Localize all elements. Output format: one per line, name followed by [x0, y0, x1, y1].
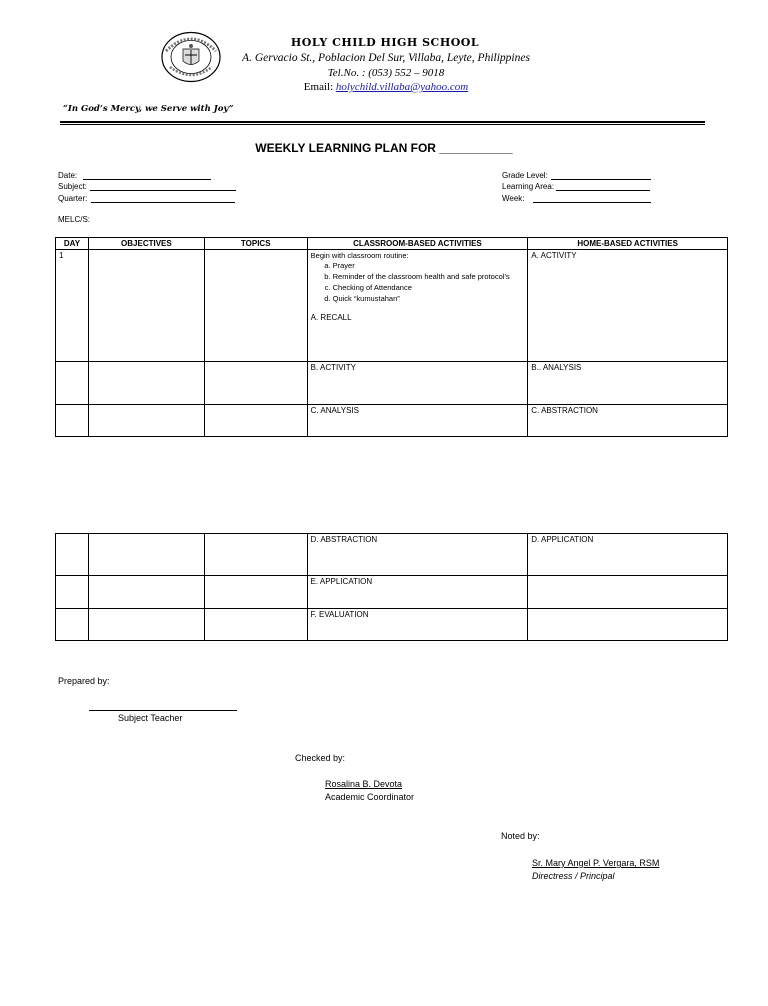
- routine-item: b. Reminder of the classroom health and safe protocol’s: [333, 271, 525, 282]
- classroom-cell[interactable]: B. ACTIVITY: [307, 362, 528, 405]
- objectives-cell[interactable]: [88, 250, 204, 362]
- school-seal: [160, 31, 222, 83]
- school-name: HOLY CHILD HIGH SCHOOL: [290, 36, 480, 49]
- grade-level-line: [551, 171, 651, 180]
- classroom-cell[interactable]: E. APPLICATION: [307, 576, 528, 609]
- date-label: Date:: [58, 171, 78, 180]
- subject-line: [90, 182, 236, 191]
- table-row: [56, 534, 728, 576]
- learning-plan-table: [55, 237, 728, 437]
- week-label: Week:: [502, 194, 525, 203]
- school-address: A. Gervacio St., Poblacion Del Sur, Villaba, Leyte, Philippines: [242, 52, 530, 64]
- day-cell[interactable]: [56, 609, 89, 641]
- coordinator-name: Rosalina B. Devota: [325, 779, 403, 789]
- routine-item: a. Prayer: [333, 260, 525, 271]
- objectives-cell[interactable]: [88, 576, 204, 609]
- day-cell[interactable]: [56, 576, 89, 609]
- email-label: Email:: [303, 81, 334, 93]
- coordinator-title: Academic Coordinator: [325, 792, 415, 802]
- column-header-day: DAY: [56, 238, 89, 250]
- principal-title: Directress / Principal: [532, 871, 615, 881]
- date-line: [83, 171, 211, 180]
- table-row: [56, 362, 728, 405]
- prepared-by-label: Prepared by:: [58, 676, 110, 686]
- objectives-cell[interactable]: [88, 362, 204, 405]
- routine-intro: Begin with classroom routine:: [310, 251, 409, 260]
- classroom-cell[interactable]: [307, 250, 528, 362]
- classroom-cell[interactable]: F. EVALUATION: [307, 609, 528, 641]
- school-email-row: [228, 81, 544, 93]
- learning-area-label: Learning Area:: [502, 182, 555, 191]
- home-cell[interactable]: A. ACTIVITY: [528, 250, 728, 362]
- objectives-cell[interactable]: [88, 405, 204, 437]
- plan-title: WEEKLY LEARNING PLAN FOR ___________: [255, 141, 513, 155]
- grade-level-label: Grade Level:: [502, 171, 548, 180]
- day-cell[interactable]: [56, 362, 89, 405]
- learning-area-line: [556, 182, 650, 191]
- objectives-cell[interactable]: [88, 609, 204, 641]
- school-email-link[interactable]: holychild.villaba@yahoo.com: [335, 81, 469, 93]
- topics-cell[interactable]: [204, 362, 307, 405]
- classroom-cell[interactable]: D. ABSTRACTION: [307, 534, 528, 576]
- home-cell[interactable]: B.. ANALYSIS: [528, 362, 728, 405]
- week-line: [533, 194, 651, 203]
- teacher-signature-line: [89, 710, 237, 711]
- topics-cell[interactable]: [204, 534, 307, 576]
- subject-field[interactable]: [58, 182, 236, 191]
- classroom-cell[interactable]: C. ANALYSIS: [307, 405, 528, 437]
- week-field[interactable]: [502, 194, 651, 203]
- day-cell[interactable]: [56, 534, 89, 576]
- column-header-objectives: OBJECTIVES: [88, 238, 204, 250]
- noted-by-label: Noted by:: [501, 831, 540, 841]
- school-motto: “In God’s Mercy, we Serve with Joy”: [63, 104, 234, 114]
- table-row: [56, 576, 728, 609]
- school-telephone: Tel.No. : (053) 552 – 9018: [327, 67, 445, 79]
- table-row: [56, 405, 728, 437]
- header-divider-thin: [60, 124, 705, 125]
- day-cell[interactable]: 1: [56, 250, 89, 362]
- column-header-classroom: CLASSROOM-BASED ACTIVITIES: [307, 238, 528, 250]
- table-row: [56, 609, 728, 641]
- routine-item: c. Checking of Attendance: [333, 282, 525, 293]
- subject-label: Subject:: [58, 182, 87, 191]
- objectives-cell[interactable]: [88, 534, 204, 576]
- table-header-row: [56, 238, 728, 250]
- column-header-topics: TOPICS: [204, 238, 307, 250]
- learning-area-field[interactable]: [502, 182, 650, 191]
- topics-cell[interactable]: [204, 405, 307, 437]
- home-cell[interactable]: C. ABSTRACTION: [528, 405, 728, 437]
- quarter-field[interactable]: [58, 194, 235, 203]
- header-divider: [60, 121, 705, 123]
- recall-label: A. RECALL: [310, 313, 352, 322]
- quarter-line: [91, 194, 235, 203]
- topics-cell[interactable]: [204, 609, 307, 641]
- quarter-label: Quarter:: [58, 194, 88, 203]
- melcs-label: MELC/S:: [58, 215, 91, 224]
- home-cell[interactable]: [528, 576, 728, 609]
- principal-name: Sr. Mary Angel P. Vergara, RSM: [532, 858, 660, 868]
- grade-level-field[interactable]: [502, 171, 651, 180]
- table-row: [56, 250, 728, 362]
- day-cell[interactable]: [56, 405, 89, 437]
- home-cell[interactable]: D. APPLICATION: [528, 534, 728, 576]
- home-cell[interactable]: [528, 609, 728, 641]
- learning-plan-table-continued: [55, 533, 728, 641]
- date-field[interactable]: [58, 171, 211, 180]
- topics-cell[interactable]: [204, 576, 307, 609]
- checked-by-label: Checked by:: [295, 753, 346, 763]
- column-header-home: HOME-BASED ACTIVITIES: [528, 238, 728, 250]
- topics-cell[interactable]: [204, 250, 307, 362]
- subject-teacher-label: Subject Teacher: [118, 713, 183, 723]
- routine-list: [311, 260, 525, 304]
- routine-item: d. Quick “kumustahan”: [333, 293, 525, 304]
